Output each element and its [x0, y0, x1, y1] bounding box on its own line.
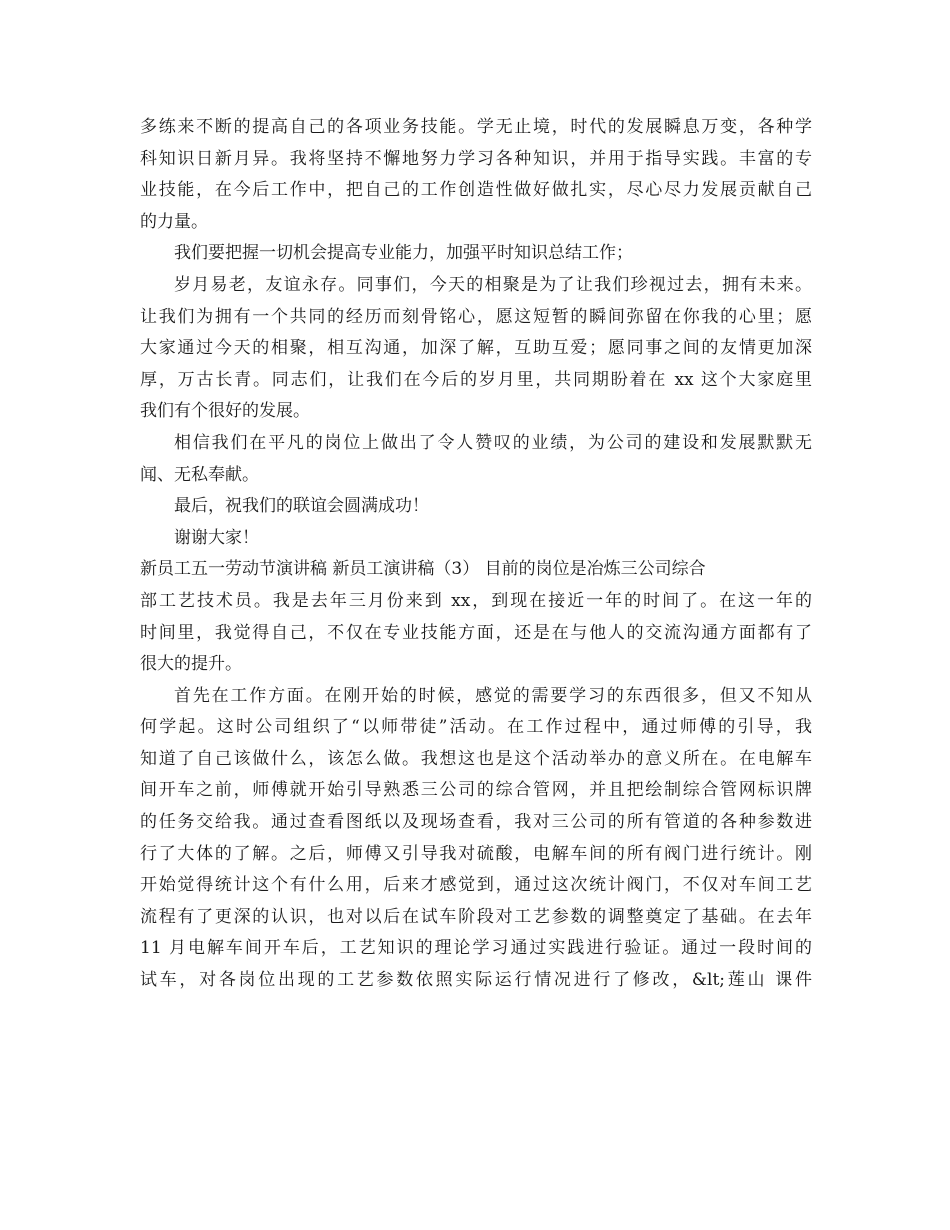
- text-line: 最后，祝我们的联谊会圆满成功！: [174, 496, 429, 517]
- text-line: 首先在工作方面。在刚开始的时候，感觉的需要学习的东西很多，但又不知从: [174, 685, 812, 706]
- body-text: [140, 112, 812, 997]
- text-line: 部工艺技术员。我是去年三月份来到 xx，到现在接近一年的时间了。在这一年的: [140, 590, 812, 611]
- text-line: 科知识日新月异。我将坚持不懈地努力学习各种知识，并用于指导实践。丰富的专: [140, 148, 812, 169]
- text-line: 11 月电解车间开车后，工艺知识的理论学习通过实践进行验证。通过一段时间的: [140, 938, 812, 959]
- text-line: 岁月易老，友谊永存。同事们，今天的相聚是为了让我们珍视过去，拥有未来。: [174, 274, 812, 295]
- text-line: 谢谢大家！: [174, 527, 259, 548]
- text-line: 多练来不断的提高自己的各项业务技能。学无止境，时代的发展瞬息万变，各种学: [140, 117, 812, 137]
- text-line: 何学起。这时公司组织了“以师带徒”活动。在工作过程中，通过师傅的引导，我: [140, 717, 812, 738]
- text-line: 相信我们在平凡的岗位上做出了令人赞叹的业绩，为公司的建设和发展默默无: [174, 432, 812, 453]
- text-line: 我们有个很好的发展。: [140, 401, 310, 422]
- text-line: 业技能，在今后工作中，把自己的工作创造性做好做扎实，尽心尽力发展贡献自己: [140, 180, 812, 201]
- text-line: 我们要把握一切机会提高专业能力，加强平时知识总结工作；: [174, 243, 633, 264]
- text-line: 试车，对各岗位出现的工艺参数依照实际运行情况进行了修改，&lt;莲山 课件: [140, 970, 812, 991]
- text-line: 的力量。: [140, 211, 208, 232]
- text-line: 间开车之前，师傅就开始引导熟悉三公司的综合管网，并且把绘制综合管网标识牌: [140, 780, 812, 801]
- text-line: 大家通过今天的相聚，相互沟通，加深了解，互助互爱；愿同事之间的友情更加深: [140, 338, 812, 359]
- text-line: 的任务交给我。通过查看图纸以及现场查看，我对三公司的所有管道的各种参数进: [140, 812, 812, 833]
- text-line: 时间里，我觉得自己，不仅在专业技能方面，还是在与他人的交流沟通方面都有了: [140, 622, 812, 643]
- text-line: 厚，万古长青。同志们，让我们在今后的岁月里，共同期盼着在 xx 这个大家庭里: [140, 369, 812, 390]
- text-line: 很大的提升。: [140, 654, 242, 675]
- text-line: 流程有了更深的认识，也对以后在试车阶段对工艺参数的调整奠定了基础。在去年: [140, 906, 812, 927]
- text-line: 开始觉得统计这个有什么用，后来才感觉到，通过这次统计阀门，不仅对车间工艺: [140, 875, 812, 896]
- text-line: 行了大体的了解。之后，师傅又引导我对硫酸，电解车间的所有阀门进行统计。刚: [140, 843, 812, 864]
- text-line: 知道了自己该做什么，该怎么做。我想这也是这个活动举办的意义所在。在电解车: [140, 748, 812, 769]
- text-line: 新员工五一劳动节演讲稿 新员工演讲稿（3） 目前的岗位是冶炼三公司综合: [140, 559, 706, 580]
- text-line: 闻、无私奉献。: [140, 464, 259, 485]
- text-line: 让我们为拥有一个共同的经历而刻骨铭心，愿这短暂的瞬间弥留在你我的心里；愿: [140, 306, 812, 327]
